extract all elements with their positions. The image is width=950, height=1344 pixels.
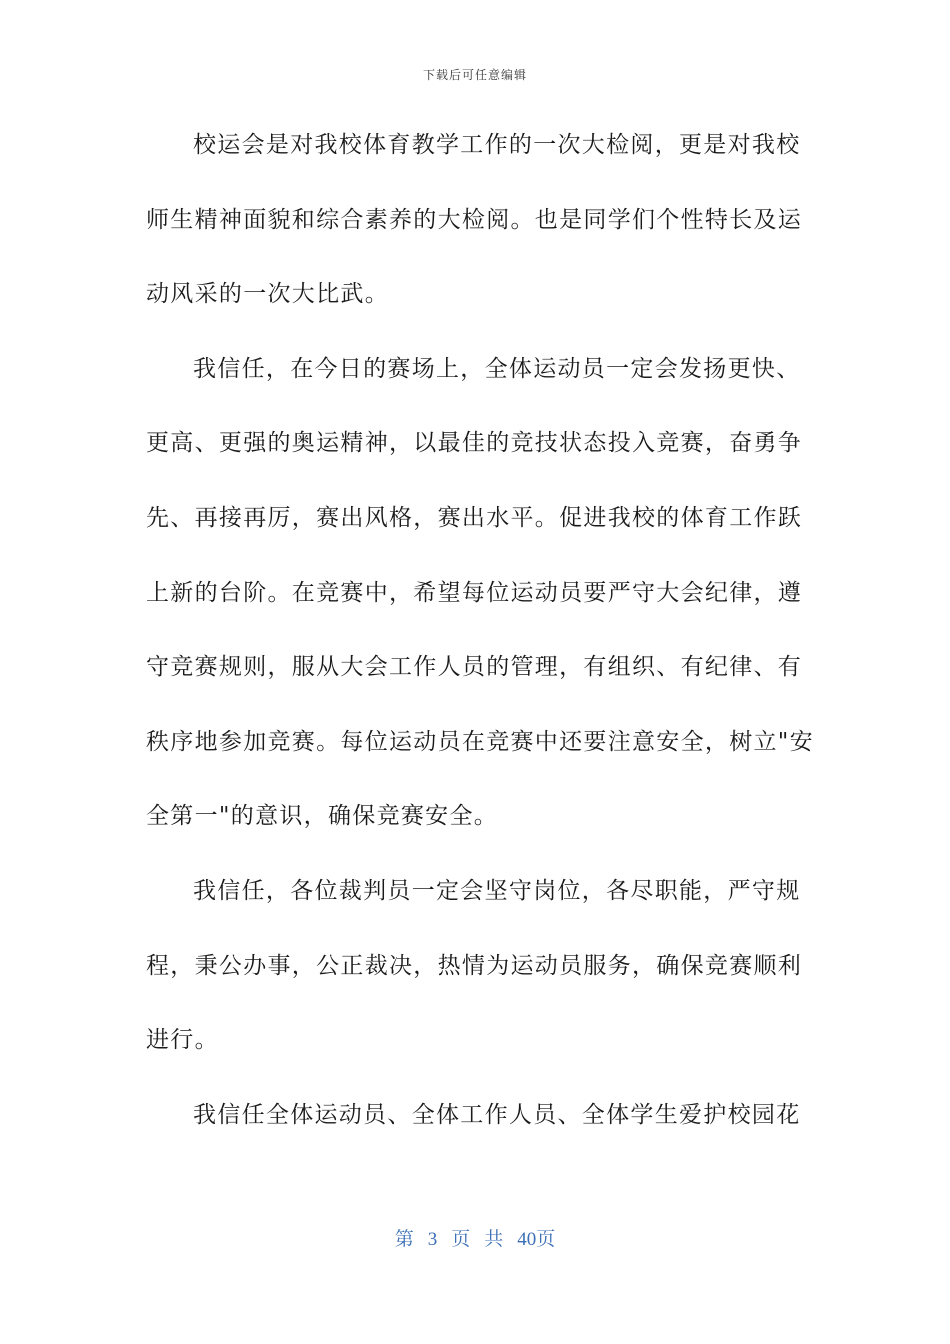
footer-page-number: 3 [427,1229,438,1250]
footer-di: 第 [394,1229,414,1250]
paragraph-line: 师生精神面貌和综合素养的大检阅。也是同学们个性特长及运 [146,206,803,233]
footer-ye: 页 [451,1229,471,1250]
paragraph-line: 我信任，在今日的赛场上，全体运动员一定会发扬更快、 [193,355,801,382]
paragraph-line: 进行。 [146,1027,219,1054]
paragraph-line: 秩序地参加竞赛。每位运动员在竞赛中还要注意安全，树立"安 [146,728,814,755]
page-footer [0,1224,950,1251]
paragraph-line: 先、再接再厉，赛出风格，赛出水平。促进我校的体育工作跃 [146,504,803,531]
paragraph-line: 更高、更强的奥运精神，以最佳的竞技状态投入竞赛，奋勇争 [146,430,803,457]
paragraph-line: 校运会是对我校体育教学工作的一次大检阅，更是对我校 [193,132,801,158]
paragraph-line: 程，秉公办事，公正裁决，热情为运动员服务，确保竞赛顺利 [146,952,803,979]
paragraph-line: 我信任全体运动员、全体工作人员、全体学生爱护校园花 [193,1101,801,1128]
footer-total-pages: 40页 [517,1229,556,1250]
paragraph-line: 动风采的一次大比武。 [146,281,389,308]
paragraph-line: 上新的台阶。在竞赛中，希望每位运动员要严守大会纪律，遵 [146,579,803,606]
header-note: 下载后可任意编辑 [422,68,527,82]
paragraph-line: 全第一"的意识，确保竞赛安全。 [146,803,499,830]
paragraph-line: 守竞赛规则，服从大会工作人员的管理，有组织、有纪律、有 [146,654,803,681]
document-body [146,123,814,1167]
paragraph-line: 我信任，各位裁判员一定会坚守岗位，各尽职能，严守规 [193,877,801,904]
footer-gong: 共 [484,1229,504,1250]
